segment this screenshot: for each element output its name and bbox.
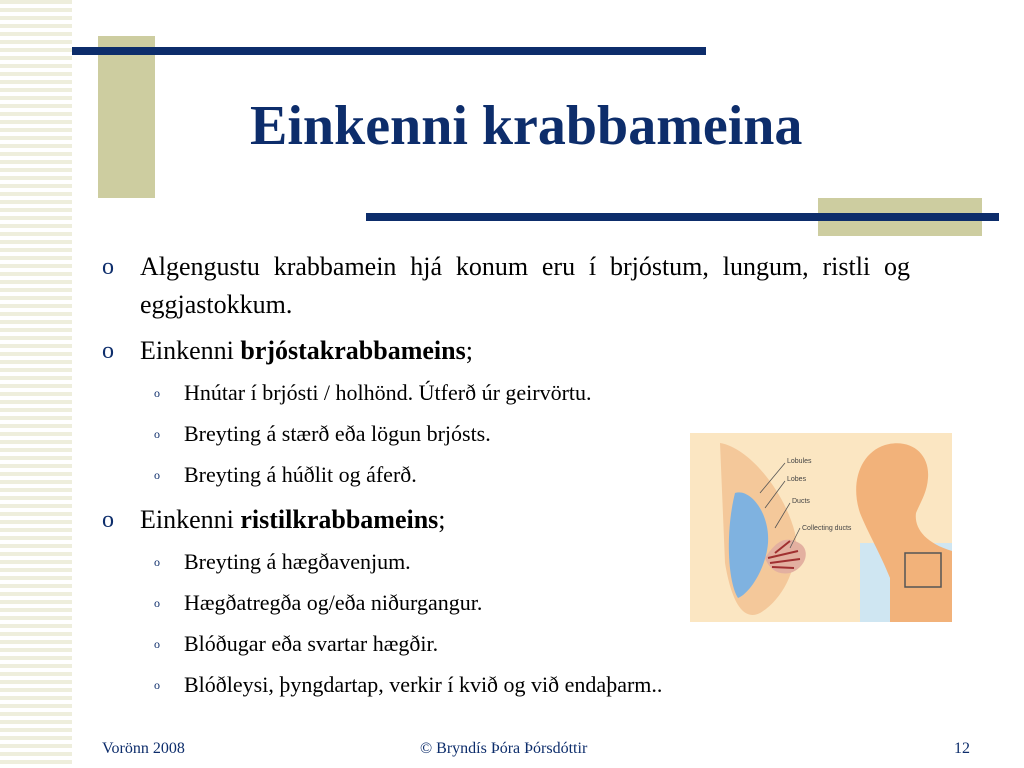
bullet-text-suffix: ; <box>465 336 473 365</box>
sub-bullet-text: Blóðleysi, þyngdartap, verkir í kvið og við endaþarm.. <box>184 672 663 697</box>
label-ducts: Ducts <box>792 498 810 505</box>
sub-bullet-marker: o <box>154 468 160 482</box>
decor-line-top <box>72 47 706 55</box>
sub-bullet-text: Hægðatregða og/eða niðurgangur. <box>184 590 483 615</box>
sub-bullet-marker: o <box>154 555 160 569</box>
bullet-marker: o <box>102 338 114 364</box>
label-collecting-ducts: Collecting ducts <box>802 525 852 532</box>
bullet-text-prefix: Einkenni <box>140 336 241 365</box>
label-lobules: Lobules <box>787 458 812 465</box>
bullet-text-bold: ristilkrabbameins <box>240 505 439 534</box>
sub-bullet-text: Breyting á hægðavenjum. <box>184 549 411 574</box>
sub-bullet-item <box>102 629 922 659</box>
bullet-text: Algengustu krabbamein hjá konum eru í brjóstum, lungum, ristli og eggjastokkum. <box>140 252 910 319</box>
decor-square-top <box>98 36 155 198</box>
sub-bullet-text: Breyting á húðlit og áferð. <box>184 462 417 487</box>
footer-center: © Bryndís Þóra Þórsdóttir <box>420 740 588 757</box>
sub-bullet-marker: o <box>154 427 160 441</box>
sub-bullet-marker: o <box>154 678 160 692</box>
bullet-item <box>102 248 910 324</box>
sub-bullet-text: Hnútar í brjósti / holhönd. Útferð úr geirvörtu. <box>184 380 592 405</box>
sub-bullet-item <box>102 378 922 408</box>
decor-line-bottom <box>366 213 999 221</box>
bullet-text-bold: brjóstakrabbameins <box>240 336 466 365</box>
sub-bullet-marker: o <box>154 386 160 400</box>
slide-title: Einkenni krabbameina <box>250 95 803 157</box>
sub-bullet-text: Blóðugar eða svartar hægðir. <box>184 631 439 656</box>
bullet-text-suffix: ; <box>438 505 446 534</box>
bullet-text-prefix: Einkenni <box>140 505 241 534</box>
label-lobes: Lobes <box>787 476 807 483</box>
bullet-marker: o <box>102 507 114 533</box>
bullet-marker: o <box>102 254 114 280</box>
sub-bullet-marker: o <box>154 596 160 610</box>
left-stripe-pattern <box>0 0 72 768</box>
footer-left: Vorönn 2008 <box>102 740 185 757</box>
sub-bullet-text: Breyting á stærð eða lögun brjósts. <box>184 421 491 446</box>
sub-bullet-marker: o <box>154 637 160 651</box>
footer-page-number: 12 <box>954 740 970 757</box>
sub-bullet-item <box>102 670 922 700</box>
breast-anatomy-illustration <box>690 433 952 622</box>
bullet-item <box>102 332 922 370</box>
